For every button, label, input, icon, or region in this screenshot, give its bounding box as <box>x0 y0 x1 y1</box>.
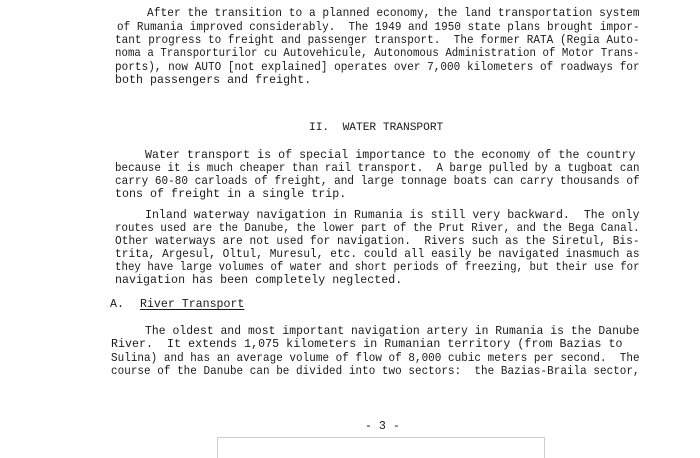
text-line: Other waterways are not used for navigation. Rivers such as the Siretul, Bis- <box>115 235 640 248</box>
text-line: Sulina) and has an average volume of flow of 8,000 cubic meters per second. The <box>111 352 640 365</box>
text-line: River. It extends 1,075 kilometers in Rumanian territory (from Bazias to <box>111 338 623 351</box>
text-line: tons of freight in a single trip. <box>115 188 347 201</box>
next-page-edge <box>217 437 545 458</box>
text-line: Water transport is of special importance to the economy of the country <box>145 149 636 162</box>
text-line: After the transition to a planned economy, the land transportation system <box>147 7 640 20</box>
text-line: trita, Argesul, Oltul, Muresul, etc. could all easily be navigated inasmuch as <box>115 248 640 261</box>
text-line: they have large volumes of water and short periods of freezing, but their use for <box>115 261 640 274</box>
subsection-title: River Transport <box>140 298 245 311</box>
page-number: - 3 - <box>365 420 400 433</box>
text-line: navigation has been completely neglected. <box>115 274 403 287</box>
text-line: routes used are the Danube, the lower part of the Prut River, and the Bega Canal. <box>115 222 640 235</box>
text-line: of Rumania improved considerably. The 1949 and 1950 state plans brought impor- <box>117 21 640 34</box>
section-heading: II. WATER TRANSPORT <box>309 122 444 134</box>
text-line: The oldest and most important navigation artery in Rumania is the Danube <box>145 325 640 338</box>
text-line: ports), now AUTO [not explained] operates over 7,000 kilometers of roadways for <box>115 61 640 74</box>
text-line: noma a Transporturilor cu Autovehicule, Autonomous Administration of Motor Trans- <box>115 47 640 60</box>
text-line: carry 60-80 carloads of freight, and large tonnage boats can carry thousands of <box>115 175 640 188</box>
text-line: both passengers and freight. <box>115 74 312 87</box>
text-line: Inland waterway navigation in Rumania is still very backward. The only <box>145 209 640 222</box>
text-line: course of the Danube can be divided into two sectors: the Bazias-Braila sector, <box>111 365 640 378</box>
text-line: because it is much cheaper than rail transport. A barge pulled by a tugboat can <box>115 162 640 175</box>
text-line: tant progress to freight and passenger transport. The former RATA (Regia Auto- <box>115 34 640 47</box>
subsection-letter: A. <box>110 298 124 311</box>
